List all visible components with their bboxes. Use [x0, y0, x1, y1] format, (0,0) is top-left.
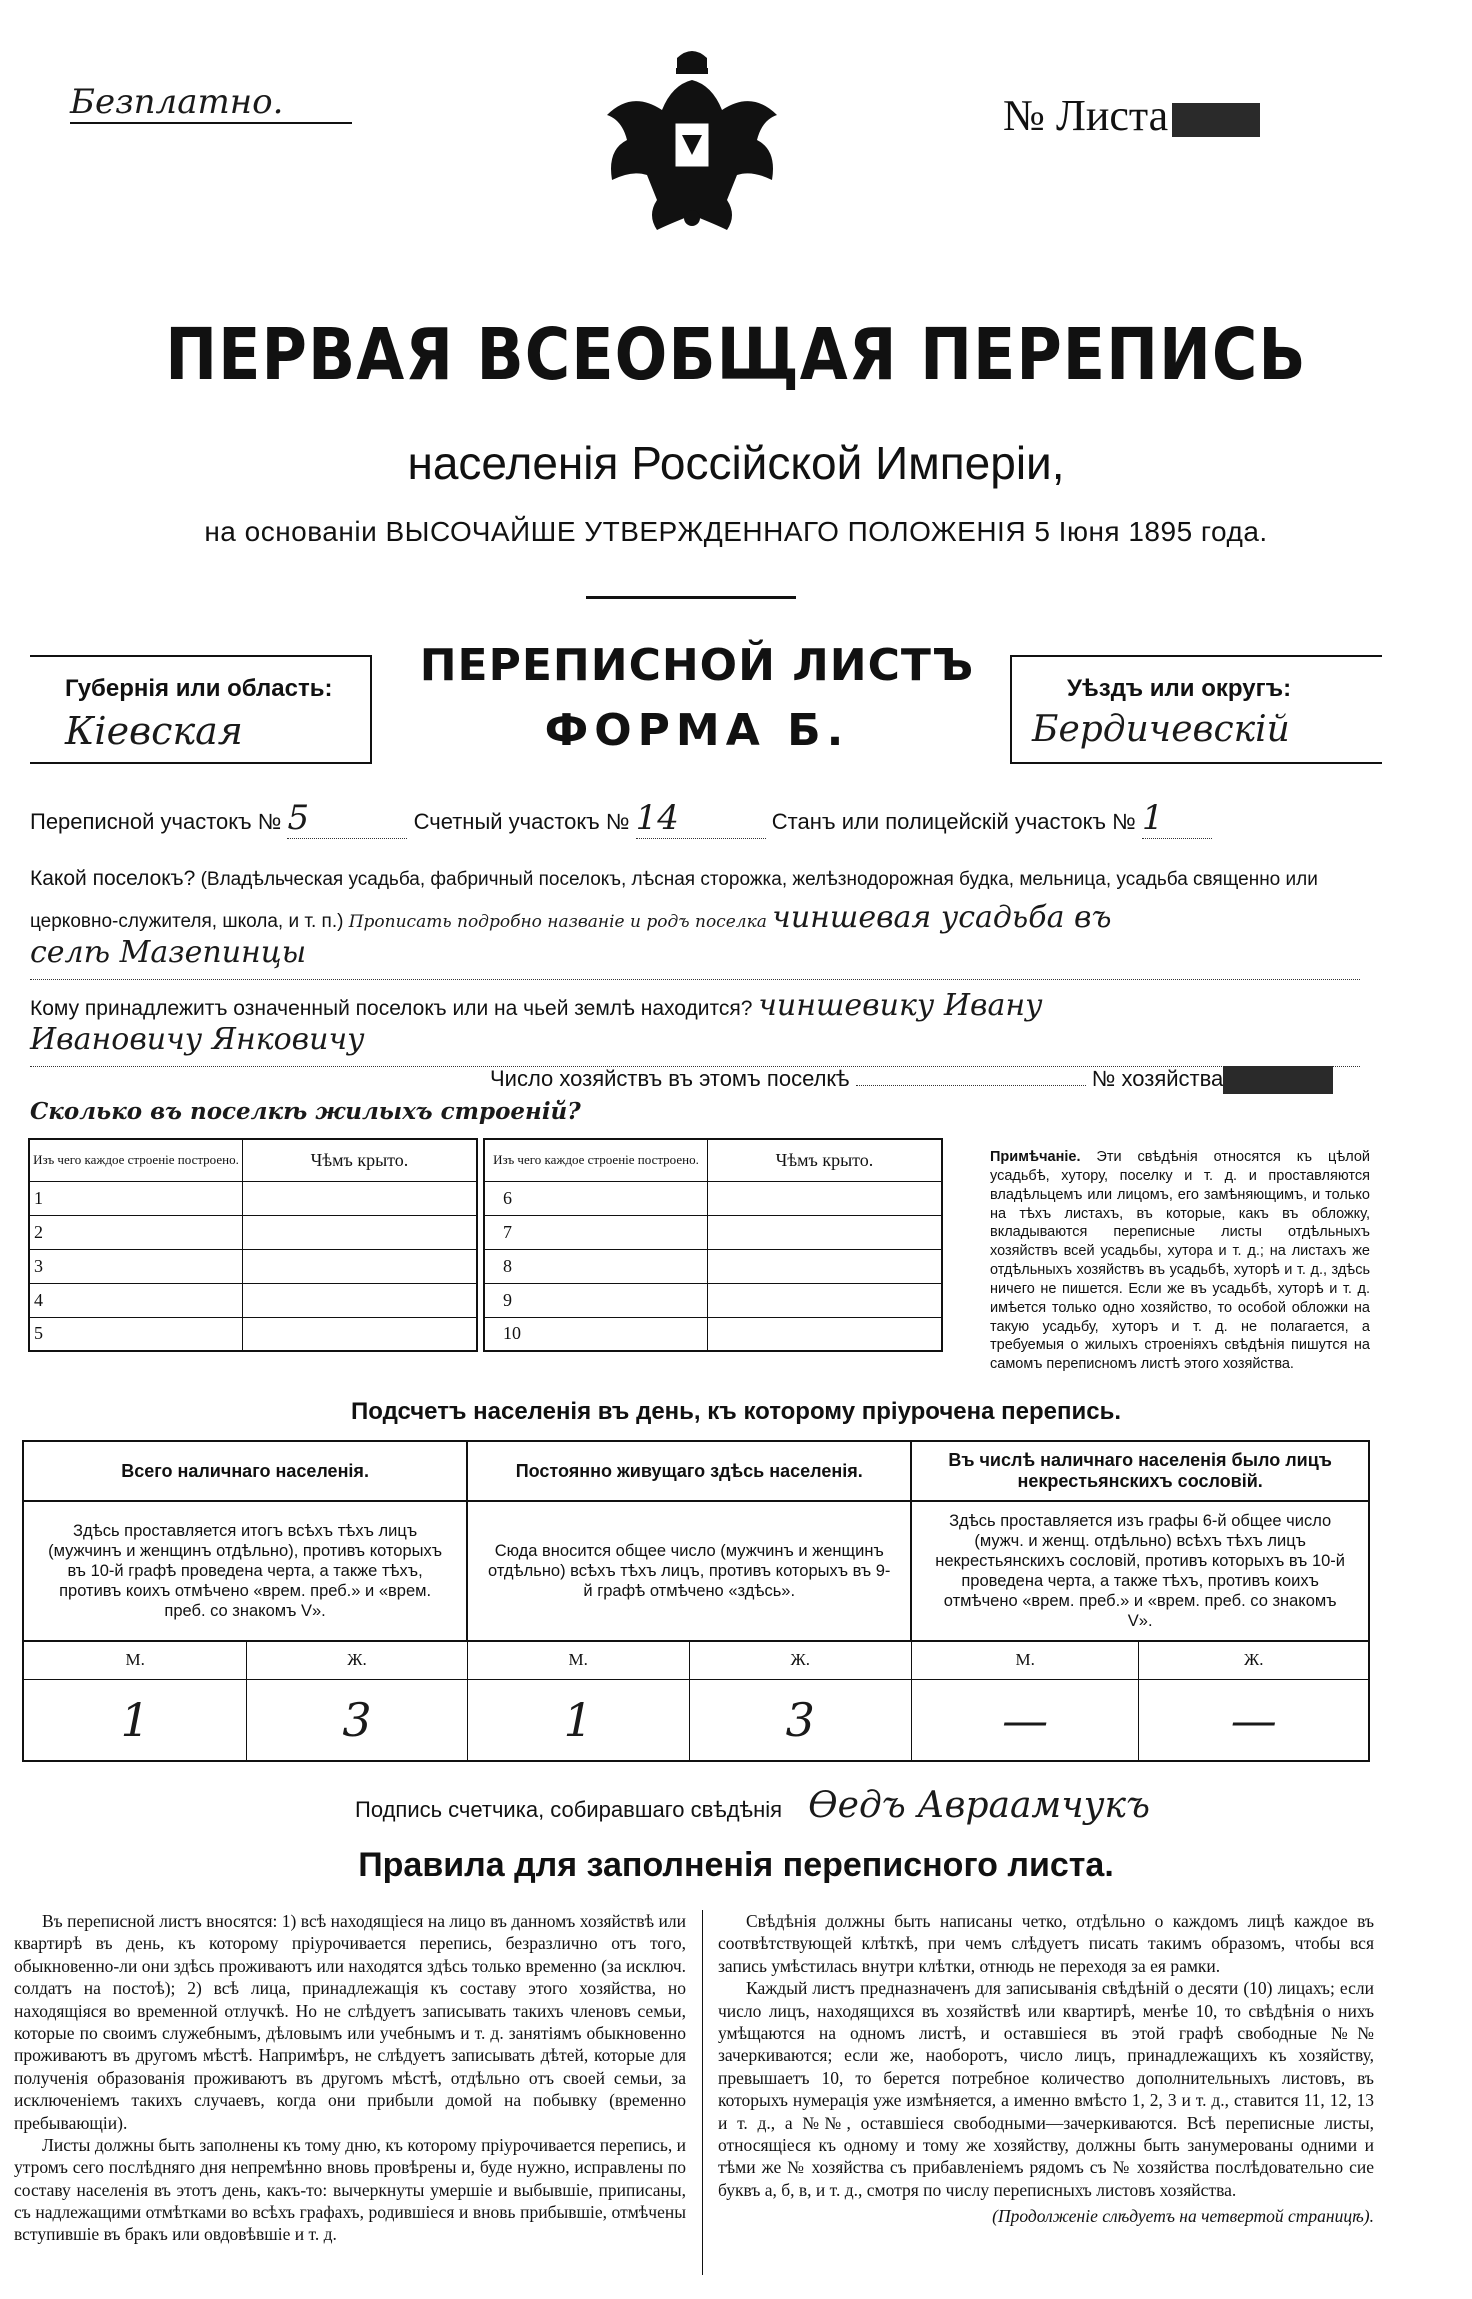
male-header: М. [23, 1641, 247, 1679]
building-roof-cell[interactable] [243, 1181, 478, 1215]
col-roof-header: Чѣмъ крыто. [243, 1139, 478, 1181]
stan-value: 1 [1142, 798, 1212, 839]
note-title: Примѣчаніе. [990, 1149, 1081, 1165]
col-built-header: Изъ чего каждое строеніе построено. [29, 1139, 243, 1181]
page-title: ПЕРВАЯ ВСЕОБЩАЯ ПЕРЕПИСЬ [165, 312, 1307, 397]
sheet-title: ПЕРЕПИСНОЙ ЛИСТЪ [419, 640, 975, 691]
count-district-label: Счетный участокъ № [413, 809, 630, 834]
stan-label: Станъ или полицейскій участокъ № [771, 809, 1136, 834]
building-row-number: 4 [29, 1283, 243, 1317]
sheet-number-label: № Листа [1003, 91, 1169, 140]
households-line [490, 1066, 1333, 1094]
rules-right-column [718, 1910, 1374, 2227]
imperial-eagle-emblem [592, 40, 792, 240]
note-block [990, 1148, 1370, 1374]
owner-line [30, 988, 1360, 1023]
rules-heading: Правила для заполненія переписного листа. [358, 1846, 1114, 1884]
household-no-label: № хозяйства [1091, 1066, 1224, 1091]
gubernia-box [30, 655, 372, 764]
form-name: ФОРМА Б. [544, 705, 850, 756]
building-row-number: 6 [484, 1181, 708, 1215]
building-roof-cell[interactable] [243, 1215, 478, 1249]
building-roof-cell[interactable] [708, 1317, 943, 1351]
building-row-number: 1 [29, 1181, 243, 1215]
legal-basis: на основаніи ВЫСОЧАЙШЕ УТВЕРЖДЕННАГО ПОЛОЖЕНІЯ 5 Іюня 1895 года. [204, 516, 1268, 547]
col-nonpeasant-title: Въ числѣ наличнаго населенія было лицъ некрестьянскихъ сословій. [911, 1441, 1369, 1501]
permanent-male-value[interactable]: 1 [467, 1679, 689, 1761]
settlement-value-1: чиншевая усадьба въ [772, 900, 1112, 935]
owner-q-label: Кому принадлежитъ означенный поселокъ или на чьей землѣ находится? [30, 997, 753, 1020]
column-divider [702, 1910, 703, 2275]
settlement-hint: (Владѣльческая усадьба, фабричный поселокъ, лѣсная сторожка, желѣзнодорожная будка, мельница, усадьба священно или церковно-служителя, школа, и т. п.) [30, 869, 1318, 932]
rules-right-p1: Свѣдѣнія должны быть написаны четко, отдѣльно о каждомъ лицѣ каждое въ соотвѣтствующей клѣткѣ, при чемъ слѣдуетъ писать такимъ образомъ, чтобы вся запись умѣстилась внутри клѣтки, отнюдь не переходя за ея рамки. [718, 1911, 1374, 1976]
building-roof-cell[interactable] [243, 1317, 478, 1351]
district-line [30, 798, 1360, 839]
redaction-mark-2 [1223, 1066, 1333, 1094]
free-label: Безплатно. [70, 82, 284, 122]
permanent-female-value[interactable]: 3 [689, 1679, 911, 1761]
population-table [22, 1440, 1370, 1762]
settlement-q-label: Какой поселокъ? [30, 867, 196, 890]
page-subtitle: населенія Россійской Имперіи, [407, 437, 1065, 489]
female-header: Ж. [247, 1641, 467, 1679]
building-row-number: 5 [29, 1317, 243, 1351]
rules-left-p1: Въ переписной листъ вносятся: 1) всѣ находящіеся на лицо въ данномъ хозяйствѣ или квартирѣ въ день, къ которому пріурочивается перепись, безразлично отъ того, обыкновенно-ли они здѣсь проживаютъ или находятся здѣсь только временно (за исключ. солдатъ на постоѣ); 2) всѣ лица, принадлежащія къ составу этого хозяйства, но находящіяся во временной отлучкѣ. Но не слѣдуетъ записывать такихъ членовъ семьи, которые по своимъ служебнымъ, дѣловымъ или учебнымъ и т. д. занятіямъ обыкновенно проживаютъ въ другомъ мѣстѣ. Напримѣръ, не слѣдуетъ записывать дѣтей, которые для полученія образованія проживаютъ въ другомъ мѣстѣ, отдѣльно отъ своей семьи, за исключеніемъ такихъ случаевъ, когда они прибыли домой на побывку (временно пребывающіи). [14, 1911, 686, 2133]
rules-left-column [14, 1910, 686, 2246]
female-header: Ж. [689, 1641, 911, 1679]
uezd-value: Бердичевскій [1032, 709, 1290, 750]
building-row-number: 10 [484, 1317, 708, 1351]
census-district-value: 5 [287, 798, 407, 839]
settlement-instruction: Прописать подробно названіе и родъ поселка [348, 912, 767, 932]
col-roof-header: Чѣмъ крыто. [708, 1139, 943, 1181]
total-male-value[interactable]: 1 [23, 1679, 247, 1761]
buildings-table-right [483, 1138, 943, 1352]
male-header: М. [467, 1641, 689, 1679]
gubernia-value: Кіевская [65, 709, 243, 753]
settlement-value-2: селѣ Мазепинцы [30, 935, 1360, 980]
gubernia-label: Губернія или область: [65, 675, 333, 702]
female-header: Ж. [1139, 1641, 1369, 1679]
total-female-value[interactable]: 3 [247, 1679, 467, 1761]
rules-right-p2: Каждый листъ предназначенъ для записыванія свѣдѣній о десяти (10) лицахъ; если число лицъ, находящихся въ хозяйствѣ или квартирѣ, менѣе 10, то свѣдѣнія о нихъ умѣщаются на одномъ листѣ, и оставшіеся въ этой графѣ свободные №№ зачеркиваются; если же, наоборотъ, число лицъ, принадлежащихъ къ хозяйству, превышаетъ 10, то берется потребное количество дополнительныхъ листовъ, въ которыхъ нумерація уже измѣняется, а именно вмѣсто 1, 2, 3 и т. д., ставится 11, 12, 13 и т. д., а №№, оставшіеся свободными—зачеркиваются. Всѣ переписные листы, относящіеся къ одному и тому же хозяйству, должны быть занумерованы одними и тѣми же № хозяйства съ прибавленіемъ рядомъ съ № хозяйства послѣдовательно сие буквъ а, б, в, и т. д., смотря по числу переписныхъ листовъ хозяйства. [718, 1978, 1374, 2200]
building-row-number: 2 [29, 1215, 243, 1249]
building-roof-cell[interactable] [708, 1249, 943, 1283]
col-permanent-text: Сюда вносится общее число (мужчинъ и женщинъ отдѣльно) всѣхъ тѣхъ лицъ, противъ которыхъ въ 9-й графѣ отмѣчено «здѣсь». [467, 1501, 911, 1641]
signature-label: Подпись счетчика, собиравшаго свѣдѣнія [355, 1797, 783, 1822]
households-label: Число хозяйствъ въ этомъ поселкѣ [490, 1066, 850, 1091]
free-underline [70, 122, 352, 124]
male-header: М. [911, 1641, 1139, 1679]
census-district-label: Переписной участокъ № [30, 809, 282, 834]
owner-value-1: чиншевику Ивану [758, 988, 1043, 1023]
building-roof-cell[interactable] [708, 1181, 943, 1215]
building-row-number: 3 [29, 1249, 243, 1283]
building-row-number: 7 [484, 1215, 708, 1249]
building-roof-cell[interactable] [708, 1215, 943, 1249]
col-total-title: Всего наличнаго населенія. [23, 1441, 467, 1501]
buildings-table-left [28, 1138, 478, 1352]
signature-value: Ѳедъ Авраамчукъ [808, 1785, 1151, 1826]
building-roof-cell[interactable] [243, 1283, 478, 1317]
signature-line [355, 1785, 1150, 1826]
title-divider [586, 596, 796, 599]
building-roof-cell[interactable] [243, 1249, 478, 1283]
note-text: Эти свѣдѣнія относятся къ цѣлой усадьбѣ, хутору, поселку и т. д. и проставляются владѣльцемъ или лицомъ, его замѣняющимъ, и только на тѣхъ листахъ, въ которые, какъ въ обложку, вкладываются переписные листы отдѣльныхъ хозяйствъ всей усадьбы, хутора и т. д.; на листахъ же отдѣльныхъ хозяйствъ въ усадьбѣ, хуторѣ и т. д., здѣсь ничего не пишется. Если же въ усадьбѣ, хуторѣ и т. д. имѣется только одно хозяйство, то особой обложки на такую усадьбу, хуторъ и т. д. не полагается, а требуемыя о жилыхъ строеніяхъ свѣдѣнія пишутся на самомъ переписномъ листѣ этого хозяйства. [990, 1149, 1370, 1373]
nonpeasant-male-value[interactable]: — [911, 1679, 1139, 1761]
sheet-number [1003, 90, 1260, 141]
building-roof-cell[interactable] [708, 1283, 943, 1317]
col-built-header: Изъ чего каждое строеніе построено. [484, 1139, 708, 1181]
redaction-mark [1172, 103, 1260, 137]
uezd-box [1010, 655, 1382, 764]
dwellings-question: Сколько въ поселкѣ жилыхъ строеній? [30, 1098, 581, 1125]
col-total-text: Здѣсь проставляется итогъ всѣхъ тѣхъ лицъ (мужчинъ и женщинъ отдѣльно), противъ которыхъ въ 10-й графѣ проведена черта, а также тѣхъ, противъ коихъ отмѣчено «врем. преб.» и «врем. преб. со знакомъ V». [23, 1501, 467, 1641]
building-row-number: 8 [484, 1249, 708, 1283]
rules-left-p2: Листы должны быть заполнены къ тому дню, къ которому пріурочивается перепись, и утромъ сего послѣдняго дня непремѣнно вновь провѣрены и, буде нужно, исправлены по составу населенія въ этотъ день, какъ-то: вычеркнуты умершіе и выбывшіе, приписаны, съ надлежащими отмѣтками во всѣхъ графахъ, родившіеся и вновь прибывшіе, отмѣчены вступившіе въ бракъ или овдовѣвшіе и т. д. [14, 2134, 686, 2245]
owner-value-2: Ивановичу Янковичу [30, 1022, 1360, 1067]
col-permanent-title: Постоянно живущаго здѣсь населенія. [467, 1441, 911, 1501]
households-blank [856, 1085, 1086, 1086]
nonpeasant-female-value[interactable]: — [1139, 1679, 1369, 1761]
population-heading: Подсчетъ населенія въ день, къ которому пріурочена перепись. [351, 1398, 1121, 1425]
building-row-number: 9 [484, 1283, 708, 1317]
settlement-question [30, 860, 1360, 941]
col-nonpeasant-text: Здѣсь проставляется изъ графы 6-й общее число (мужч. и женщ. отдѣльно) всѣхъ тѣхъ лицъ некрестьянскихъ сословій, противъ которыхъ въ 10-й проведена черта, а также тѣхъ, противъ коихъ отмѣчено «врем. преб.» и «врем. преб. со знакомъ V». [911, 1501, 1369, 1641]
uezd-label: Уѣздъ или округъ: [1067, 675, 1292, 702]
rules-continued: (Продолженіе слѣдуетъ на четвертой страницѣ). [992, 2206, 1374, 2227]
count-district-value: 14 [636, 798, 766, 839]
